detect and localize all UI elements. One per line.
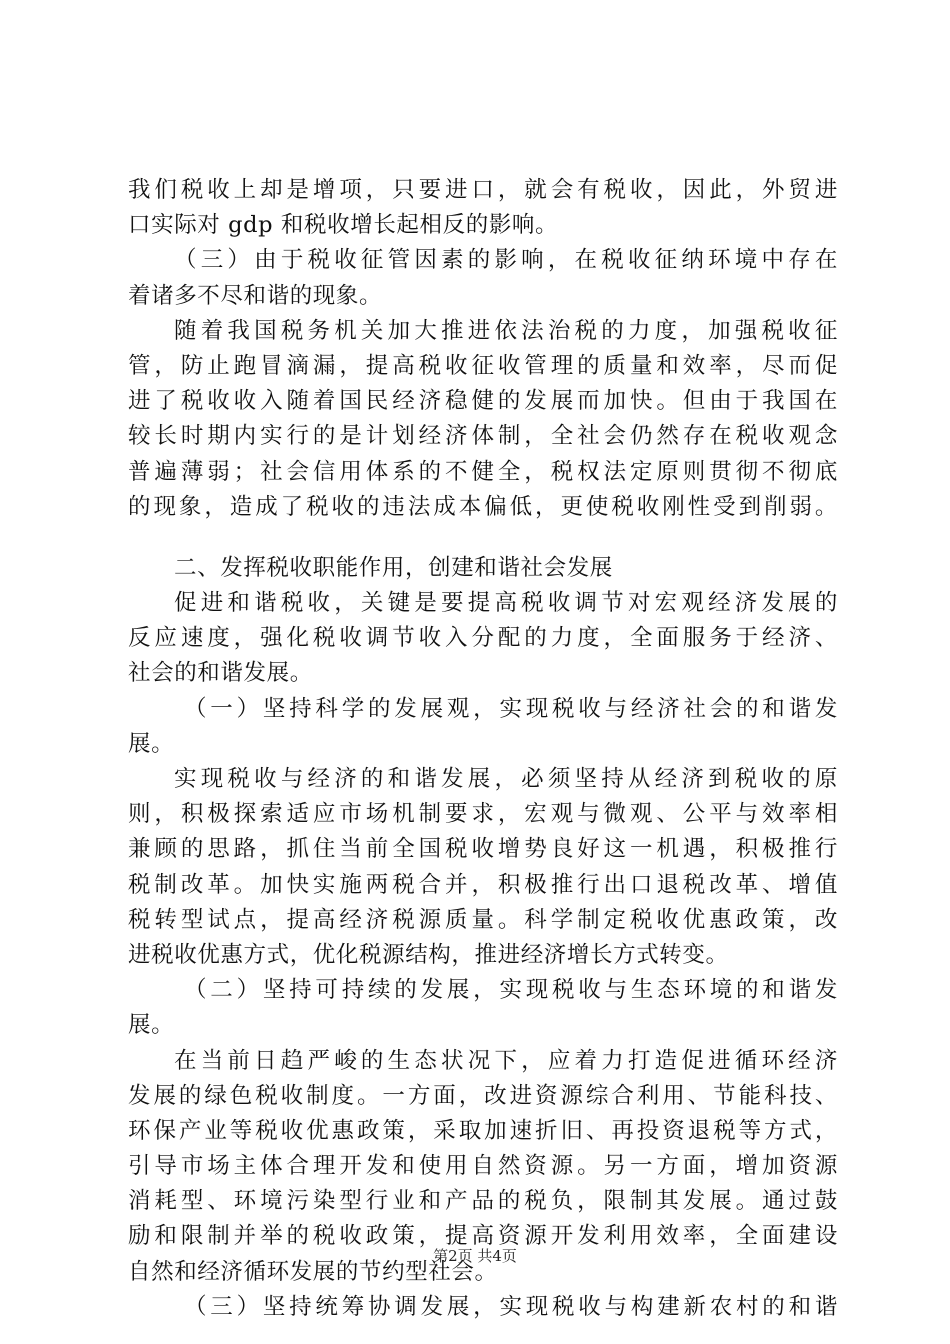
- section-heading: 二、发挥税收职能作用，创建和谐社会发展: [174, 554, 613, 581]
- text-line: 较长时期内实行的是计划经济体制，全社会仍然存在税收观念: [128, 423, 838, 450]
- text-line: 环保产业等税收优惠政策，采取加速折旧、再投资退税等方式，: [128, 1117, 838, 1144]
- subsection-heading-line: （二）坚持可持续的发展，实现税收与生态环境的和谐发: [184, 977, 838, 1004]
- text-line: 兼顾的思路，抓住当前全国税收增势良好这一机遇，积极推行: [128, 836, 838, 863]
- text-line: 进了税收收入随着国民经济稳健的发展而加快。但由于我国在: [128, 388, 838, 415]
- text-line: 税制改革。加快实施两税合并，积极推行出口退税改革、增值: [128, 871, 838, 898]
- text-line: 促进和谐税收，关键是要提高税收调节对宏观经济发展的: [174, 590, 838, 617]
- text-line: 的现象，造成了税收的违法成本偏低，更使税收刚性受到削弱。: [128, 493, 838, 520]
- text-line: 普遍薄弱；社会信用体系的不健全，税权法定原则贯彻不彻底: [128, 458, 838, 485]
- text-line: 消耗型、环境污染型行业和产品的税负，限制其发展。通过鼓: [128, 1188, 838, 1215]
- text-line: 税转型试点，提高经济税源质量。科学制定税收优惠政策，改: [128, 906, 838, 933]
- text-line: 实现税收与经济的和谐发展，必须坚持从经济到税收的原: [174, 766, 838, 792]
- subsection-heading-line: 展。: [128, 730, 175, 757]
- document-body: [128, 173, 838, 1325]
- text-line: 在当前日趋严峻的生态状况下，应着力打造促进循环经济: [174, 1047, 838, 1074]
- section-heading-line: 着诸多不尽和谐的现象。: [128, 282, 383, 309]
- text-line: 反应速度，强化税收调节收入分配的力度，全面服务于经济、: [128, 625, 838, 652]
- subsection-heading-line: （三）坚持统筹协调发展，实现税收与构建新农村的和谐: [184, 1293, 838, 1320]
- text-line: 则，积极探索适应市场机制要求，宏观与微观、公平与效率相: [128, 801, 838, 828]
- section-heading-line: （三）由于税收征管因素的影响，在税收征纳环境中存在: [174, 247, 838, 274]
- text-line: 引导市场主体合理开发和使用自然资源。另一方面，增加资源: [128, 1153, 838, 1180]
- page-number: 第2页 共4页: [433, 1247, 517, 1265]
- text-line: 发展的绿色税收制度。一方面，改进资源综合利用、节能科技、: [128, 1082, 838, 1109]
- text-line: 随着我国税务机关加大推进依法治税的力度，加强税收征: [174, 317, 838, 344]
- subsection-heading-line: （一）坚持科学的发展观，实现税收与经济社会的和谐发: [184, 695, 838, 722]
- paragraph-gap: [128, 525, 838, 551]
- text-line: 社会的和谐发展。: [128, 660, 313, 687]
- text-line: 进税收优惠方式，优化税源结构，推进经济增长方式转变。: [128, 941, 729, 968]
- text-line: 自然和经济循环发展的节约型社会。: [128, 1258, 498, 1285]
- text-line: 口实际对 gdp 和税收增长起相反的影响。: [128, 212, 559, 239]
- text-line: 我们税收上却是增项，只要进口，就会有税收，因此，外贸进: [128, 177, 838, 203]
- text-line: 励和限制并举的税收政策，提高资源开发利用效率，全面建设: [128, 1223, 838, 1250]
- subsection-heading-line: 展。: [128, 1012, 175, 1039]
- text-line: 管，防止跑冒滴漏，提高税收征收管理的质量和效率，尽而促: [128, 352, 838, 379]
